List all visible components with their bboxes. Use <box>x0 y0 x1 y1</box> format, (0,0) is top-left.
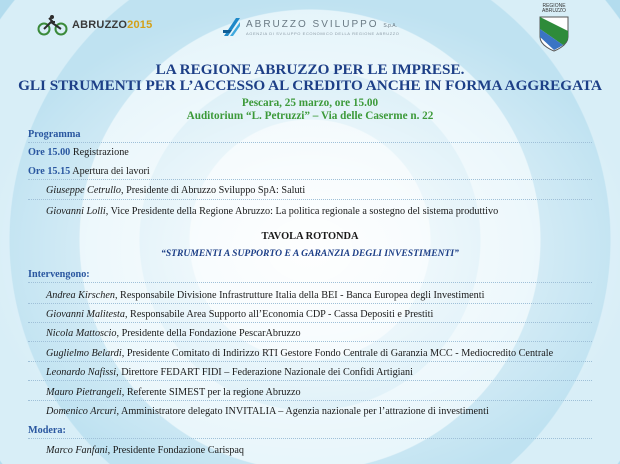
title-line-1: LA REGIONE ABRUZZO PER LE IMPRESE. <box>155 61 465 78</box>
programma-heading: Programma <box>28 129 81 140</box>
speaker-role: , Amministratore delegato INVITALIA – Agenzia nazionale per l’attrazione di investimenti <box>116 406 489 417</box>
abruzzo-logo-year: 2015 <box>127 19 153 31</box>
speaker-role: , Responsabile Divisione Infrastrutture Italia della BEI - Banca Europea degli Investimenti <box>114 290 485 301</box>
title-line-2: GLI STRUMENTI PER L’ACCESSO AL CREDITO ANCHE IN FORMA AGGREGATA <box>18 77 602 94</box>
divider <box>28 361 592 362</box>
speaker-role: , Direttore FEDART FIDI – Federazione Nazionale dei Confidi Artigiani <box>116 367 413 378</box>
divider <box>28 303 592 304</box>
sviluppo-logo-suffix: S.p.A. <box>383 22 397 29</box>
divider <box>28 282 592 283</box>
divider <box>28 142 592 143</box>
header <box>0 0 620 58</box>
divider <box>28 438 592 439</box>
speaker-fanfani <box>46 445 244 457</box>
speaker-name: Giovanni Lolli <box>46 206 106 217</box>
speaker-name: Andrea Kirschen <box>46 290 115 301</box>
programma-item-1 <box>28 147 129 159</box>
speaker-kirschen <box>46 290 484 302</box>
speaker-name: Nicola Mattoscio <box>46 328 117 339</box>
regione-logo-line2: ABRUZZO <box>542 8 566 14</box>
sviluppo-logo-tagline: AGENZIA DI SVILUPPO ECONOMICO DELLA REGIONE ABRUZZO <box>246 30 400 36</box>
divider <box>28 380 592 381</box>
modera-heading: Modera: <box>28 425 66 436</box>
regione-logo-line1: REGIONE <box>542 3 566 9</box>
speaker-name: Domenico Arcuri <box>46 406 117 417</box>
sviluppo-logo-name: ABRUZZO SVILUPPO <box>246 18 379 30</box>
speaker-pietrangeli <box>46 387 301 399</box>
speaker-role: , Presidente Fondazione Carispaq <box>107 445 244 456</box>
divider <box>28 179 592 180</box>
speaker-belardi <box>46 348 553 360</box>
programma-item-text: Registrazione <box>70 147 129 158</box>
speaker-name: Guglielmo Belardi <box>46 348 122 359</box>
abruzzo-2015-logo <box>36 14 152 36</box>
programma-item-text: Apertura dei lavori <box>70 166 150 177</box>
speaker-malitesta <box>46 309 433 321</box>
speaker-name: Giuseppe Cetrullo <box>46 185 121 196</box>
abruzzo-logo-text: ABRUZZO <box>72 19 128 31</box>
page-title <box>0 62 620 94</box>
speaker-role: , Vice Presidente della Regione Abruzzo: La politica regionale a sostegno del sistema produttivo <box>105 206 499 217</box>
speaker-nafissi <box>46 367 413 379</box>
speaker-role: , Referente SIMEST per la regione Abruzzo <box>121 387 301 398</box>
divider <box>28 341 592 342</box>
speaker-mattoscio <box>46 328 301 340</box>
divider <box>28 400 592 401</box>
event-info <box>0 97 620 123</box>
regione-shield-icon <box>538 15 570 53</box>
speaker-role: , Responsabile Area Supporto all’Economia CDP - Cassa Depositi e Prestiti <box>124 309 434 320</box>
speaker-name: Leonardo Nafissi <box>46 367 117 378</box>
cyclist-icon <box>36 14 70 36</box>
regione-abruzzo-logo <box>534 4 574 58</box>
speaker-role: , Presidente Comitato di Indirizzo RTI Gestore Fondo Centrale di Garanzia MCC - Mediocredito Centrale <box>121 348 554 359</box>
tavola-rotonda-subtitle: “STRUMENTI A SUPPORTO E A GARANZIA DEGLI INVESTIMENTI” <box>161 248 459 259</box>
tavola-rotonda-heading: TAVOLA ROTONDA <box>261 231 359 242</box>
speaker-name: Marco Fanfani <box>46 445 108 456</box>
speaker-cetrullo <box>46 185 305 197</box>
divider <box>28 322 592 323</box>
event-date: Pescara, 25 marzo, ore 15.00 <box>241 97 379 109</box>
speaker-lolli <box>46 206 498 218</box>
programma-item-time: Ore 15.15 <box>28 166 71 177</box>
speaker-name: Mauro Pietrangeli <box>46 387 122 398</box>
divider <box>28 199 592 200</box>
intervengono-heading: Intervengono: <box>28 269 90 280</box>
abruzzo-sviluppo-mark-icon <box>222 16 242 38</box>
speaker-role: , Presidente della Fondazione PescarAbruzzo <box>116 328 301 339</box>
programma-item-2 <box>28 166 150 178</box>
speaker-name: Giovanni Malitesta <box>46 309 125 320</box>
event-venue: Auditorium “L. Petruzzi” – Via delle Caserme n. 22 <box>186 110 434 122</box>
speaker-arcuri <box>46 406 489 418</box>
speaker-role: , Presidente di Abruzzo Sviluppo SpA: Saluti <box>120 185 306 196</box>
abruzzo-sviluppo-logo <box>222 16 400 38</box>
programma-item-time: Ore 15.00 <box>28 147 71 158</box>
